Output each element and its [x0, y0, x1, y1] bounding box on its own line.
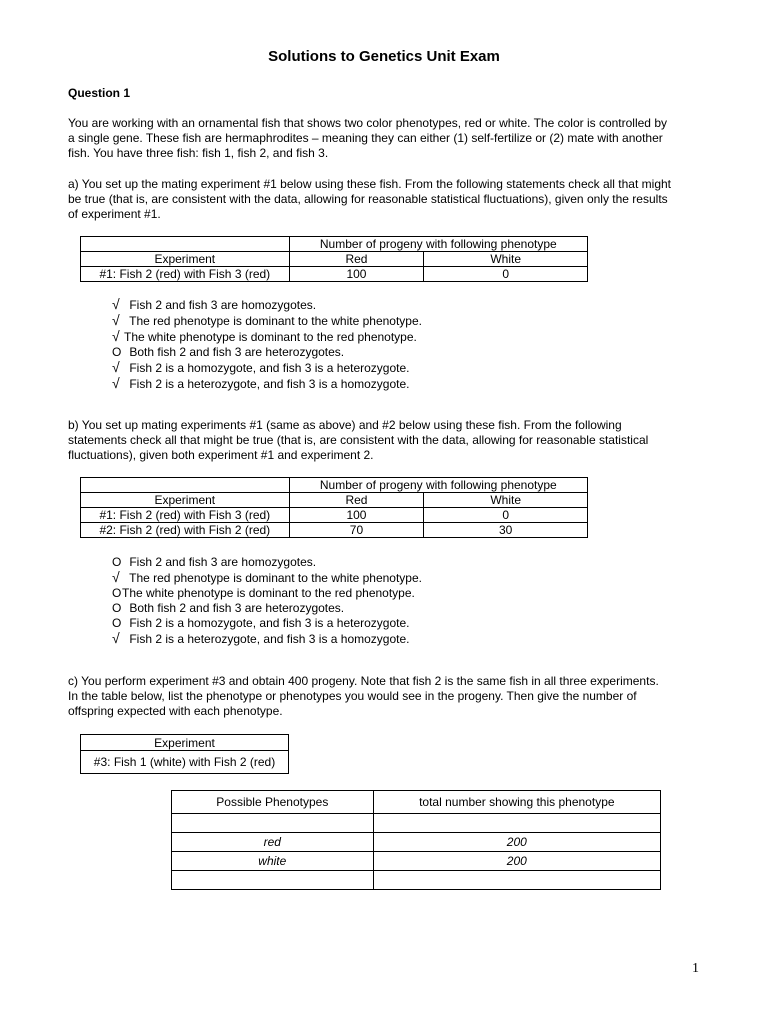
col-red: Red [289, 252, 424, 267]
intro-line: a single gene. These fish are hermaphrodites – meaning they can either (1) self-fertilize or (2) mate with another [68, 131, 663, 145]
cell-total [373, 871, 660, 890]
experiment-table-c [80, 734, 289, 774]
table-row [81, 267, 588, 282]
cell-experiment: #3: Fish 1 (white) with Fish 2 (red) [81, 751, 289, 774]
list-item[interactable] [112, 329, 422, 345]
list-item[interactable] [112, 631, 422, 647]
col-experiment: Experiment [81, 493, 290, 508]
check-mark-icon: √ [112, 569, 120, 585]
part-b-line: b) You set up mating experiments #1 (same as above) and #2 below using these fish. From the following [68, 418, 622, 432]
cell-white: 30 [424, 523, 588, 538]
part-c-line: offspring expected with each phenotype. [68, 704, 283, 718]
cell-red: 100 [289, 508, 424, 523]
option-text: The red phenotype is dominant to the white phenotype. [126, 571, 422, 585]
check-mark-icon: √ [112, 312, 120, 328]
list-item[interactable] [112, 616, 422, 631]
cell-total [373, 814, 660, 833]
list-item[interactable] [112, 345, 422, 360]
check-mark-icon: √ [112, 630, 120, 646]
part-b-prompt [68, 418, 708, 463]
list-item[interactable] [112, 313, 422, 329]
col-white: White [424, 252, 588, 267]
cell-total: 200 [373, 852, 660, 871]
circle-mark-icon: O [112, 345, 122, 359]
phenotype-table [171, 790, 661, 890]
part-c-line: c) You perform experiment #3 and obtain 400 progeny. Note that fish 2 is the same fish in all three experiments. [68, 674, 659, 688]
part-c-line: In the table below, list the phenotype or phenotypes you would see in the progeny. Then give the number of [68, 689, 637, 703]
intro-line: fish. You have three fish: fish 1, fish 2, and fish 3. [68, 146, 329, 160]
list-item[interactable] [112, 376, 422, 392]
group-header: Number of progeny with following phenotype [289, 237, 587, 252]
option-text: Fish 2 is a homozygote, and fish 3 is a heterozygote. [126, 361, 410, 375]
col-total: total number showing this phenotype [373, 791, 660, 814]
option-text: Both fish 2 and fish 3 are heterozygotes. [126, 345, 345, 359]
option-text: The white phenotype is dominant to the red phenotype. [122, 586, 415, 600]
cell-experiment: #2: Fish 2 (red) with Fish 2 (red) [81, 523, 290, 538]
option-text: Fish 2 is a heterozygote, and fish 3 is a homozygote. [126, 632, 410, 646]
cell-experiment: #1: Fish 2 (red) with Fish 3 (red) [81, 508, 290, 523]
list-item[interactable] [112, 586, 422, 601]
part-a-options [112, 297, 422, 392]
question-heading: Question 1 [68, 86, 131, 100]
option-text: Both fish 2 and fish 3 are heterozygotes. [126, 601, 345, 615]
option-text: The red phenotype is dominant to the white phenotype. [126, 314, 422, 328]
cell-experiment: #1: Fish 2 (red) with Fish 3 (red) [81, 267, 290, 282]
table-row [172, 852, 661, 871]
list-item[interactable] [112, 360, 422, 376]
check-mark-icon: √ [112, 359, 120, 375]
list-item[interactable] [112, 297, 422, 313]
part-a-line: a) You set up the mating experiment #1 below using these fish. From the following statements check all that might [68, 177, 671, 191]
group-header: Number of progeny with following phenotype [289, 478, 587, 493]
part-a-prompt [68, 177, 708, 222]
list-item[interactable] [112, 601, 422, 616]
option-text: Fish 2 and fish 3 are homozygotes. [126, 298, 317, 312]
circle-mark-icon: O [112, 616, 122, 630]
circle-mark-icon: O [112, 601, 122, 615]
check-mark-icon: √ [112, 296, 120, 312]
part-b-line: fluctuations), given both experiment #1 and experiment 2. [68, 448, 374, 462]
part-c-prompt [68, 674, 708, 719]
circle-mark-icon: O [112, 555, 122, 569]
col-experiment: Experiment [81, 252, 290, 267]
col-white: White [424, 493, 588, 508]
option-text: Fish 2 and fish 3 are homozygotes. [126, 555, 317, 569]
table-row [81, 508, 588, 523]
experiment-table-b [80, 477, 588, 538]
cell-red: 70 [289, 523, 424, 538]
option-text: Fish 2 is a heterozygote, and fish 3 is a homozygote. [126, 377, 410, 391]
empty-header-cell [81, 478, 290, 493]
check-mark-icon: √ [112, 328, 120, 344]
part-a-line: be true (that is, are consistent with the data, allowing for reasonable statistical fluctuations), given only the results [68, 192, 668, 206]
table-row [81, 523, 588, 538]
page-number: 1 [692, 961, 699, 976]
part-b-options [112, 555, 422, 647]
col-experiment: Experiment [81, 735, 289, 751]
table-row [172, 871, 661, 890]
intro-line: You are working with an ornamental fish that shows two color phenotypes, red or white. The color is controlled by [68, 116, 667, 130]
table-row [172, 814, 661, 833]
cell-phenotype: white [172, 852, 374, 871]
cell-total: 200 [373, 833, 660, 852]
option-text: The white phenotype is dominant to the red phenotype. [124, 330, 417, 344]
list-item[interactable] [112, 555, 422, 570]
option-text: Fish 2 is a homozygote, and fish 3 is a heterozygote. [126, 616, 410, 630]
check-mark-icon: √ [112, 375, 120, 391]
list-item[interactable] [112, 570, 422, 586]
table-row [172, 833, 661, 852]
part-a-line: of experiment #1. [68, 207, 161, 221]
cell-phenotype [172, 871, 374, 890]
part-b-line: statements check all that might be true (that is, are consistent with the data, allowing for reasonable statistical [68, 433, 649, 447]
cell-white: 0 [424, 267, 588, 282]
cell-phenotype [172, 814, 374, 833]
cell-white: 0 [424, 508, 588, 523]
experiment-table-a [80, 236, 588, 282]
col-phenotypes: Possible Phenotypes [172, 791, 374, 814]
intro-paragraph [68, 116, 708, 161]
cell-red: 100 [289, 267, 424, 282]
page-title: Solutions to Genetics Unit Exam [268, 48, 500, 65]
circle-mark-icon: O [112, 586, 122, 600]
col-red: Red [289, 493, 424, 508]
empty-header-cell [81, 237, 290, 252]
cell-phenotype: red [172, 833, 374, 852]
